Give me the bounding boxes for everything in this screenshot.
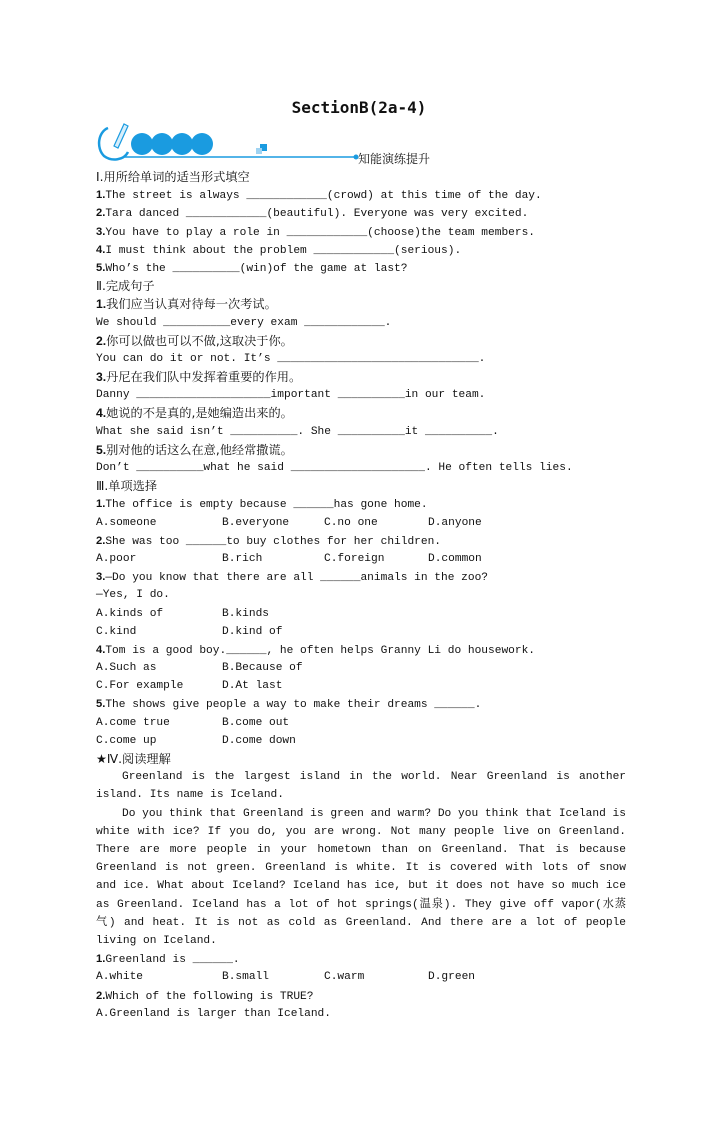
chinese-text: 你可以做也可以不做,这取决于你。 <box>106 333 293 348</box>
question-stem <box>96 641 626 659</box>
answer-option[interactable]: A.white <box>96 971 143 984</box>
question-item <box>96 259 626 277</box>
english-sentence: We should __________every exam ____________. <box>96 316 392 329</box>
question-text: Tom is a good boy.______, he often helps Granny Li do housework. <box>105 644 536 657</box>
chinese-prompt <box>96 332 626 350</box>
question-item <box>96 204 626 222</box>
question-number: 1. <box>96 189 106 202</box>
chinese-prompt <box>96 404 626 422</box>
reading-questions <box>96 950 626 1023</box>
reading-paragraph: Greenland is the largest island in the world. Near Greenland is another island. Its name is Iceland. <box>96 771 626 802</box>
question-item <box>96 223 626 241</box>
question-stem <box>96 950 626 968</box>
answer-option[interactable]: D.common <box>428 552 482 565</box>
question-number: 4. <box>96 243 106 256</box>
question-number: 3. <box>96 370 107 385</box>
answer-option[interactable]: A.Such as <box>96 662 157 675</box>
answer-option[interactable]: B.Because of <box>222 662 303 675</box>
answer-option[interactable]: A.poor <box>96 552 137 565</box>
chinese-text: 她说的不是真的,是她编造出来的。 <box>106 406 293 421</box>
answer-option[interactable]: A.someone <box>96 516 157 529</box>
answer-option[interactable]: A.Greenland is larger than Iceland. <box>96 1007 331 1020</box>
question-stem <box>96 532 626 550</box>
answer-option[interactable]: D.anyone <box>428 516 482 529</box>
question-text: The office is empty because ______has gone home. <box>105 499 428 512</box>
answer-option[interactable]: C.no one <box>324 516 378 529</box>
section-heading: ★Ⅳ.阅读理解 <box>96 752 171 766</box>
section-heading: Ⅲ.单项选择 <box>96 479 158 494</box>
answer-option[interactable]: C.foreign <box>324 552 385 565</box>
question-reply: —Yes, I do. <box>96 589 170 602</box>
option-row <box>96 514 626 532</box>
answer-option[interactable]: B.kinds <box>222 607 269 620</box>
question-stem <box>96 987 626 1005</box>
question-stem <box>96 568 626 586</box>
question-number: 2. <box>96 207 106 220</box>
chinese-text: 别对他的话这么在意,他经常撒谎。 <box>106 442 293 457</box>
section-heading: Ⅱ.完成句子 <box>96 279 155 294</box>
question-number: 3. <box>96 571 106 584</box>
english-sentence: Danny ____________________important __________in our team. <box>96 389 486 402</box>
question-number: 4. <box>96 406 107 421</box>
question-text: Who’s the __________(win)of the game at last? <box>105 262 408 275</box>
banner-label: 知能演练提升 <box>358 152 431 166</box>
question-text: Greenland is ______. <box>105 954 240 967</box>
question-number: 2. <box>96 333 107 348</box>
question-number: 3. <box>96 225 106 238</box>
reading-paragraph: Do you think that Greenland is green and warm? Do you think that Iceland is white with ice? If you do, you are wrong. Not many people live on Greenland. There are more people in your hometown than on Greenland. That is because Greenland is not green. Greenland is white. It is covered with lots of snow and ice. What about Iceland? Iceland has ice, but it does not have so much ice as Greenland. Iceland has a lot of hot springs(温泉). They give off vapor(水蒸气) and heat. It is not as cold as Greenland. And there are a lot of people living on Iceland. <box>96 807 626 948</box>
english-sentence: What she said isn’t __________. She __________it __________. <box>96 425 499 438</box>
question-item <box>96 241 626 259</box>
chinese-text: 我们应当认真对待每一次考试。 <box>106 297 277 312</box>
question-stem <box>96 495 626 513</box>
question-number: 1. <box>96 953 106 966</box>
option-row <box>96 623 626 641</box>
option-row <box>96 659 626 677</box>
answer-option[interactable]: A.kinds of <box>96 607 164 620</box>
answer-option[interactable]: B.come out <box>222 716 290 729</box>
question-text: Tara danced ____________(beautiful). Everyone was very excited. <box>105 208 529 221</box>
option-row <box>96 605 626 623</box>
question-number: 5. <box>96 261 106 274</box>
question-number: 1. <box>96 297 107 312</box>
answer-option[interactable]: D.At last <box>222 680 283 693</box>
answer-option[interactable]: B.everyone <box>222 516 290 529</box>
option-row <box>96 550 626 568</box>
chinese-prompt <box>96 368 626 386</box>
question-text: You have to play a role in ____________(choose)the team members. <box>105 226 536 239</box>
chinese-text: 丹尼在我们队中发挥着重要的作用。 <box>106 370 302 385</box>
option-row <box>96 968 626 986</box>
question-stem <box>96 695 626 713</box>
option-row <box>96 732 626 750</box>
answer-option[interactable]: C.come up <box>96 734 157 747</box>
answer-option[interactable]: D.kind of <box>222 625 283 638</box>
question-text: —Do you know that there are all ______animals in the zoo? <box>105 572 489 585</box>
english-sentence: You can do it or not. It’s ______________________________. <box>96 352 486 365</box>
worksheet-content <box>96 168 626 1023</box>
question-number: 5. <box>96 442 107 457</box>
answer-option[interactable]: C.kind <box>96 625 137 638</box>
answer-option[interactable]: B.rich <box>222 552 263 565</box>
question-number: 2. <box>96 534 106 547</box>
answer-option[interactable]: A.come true <box>96 716 170 729</box>
answer-option[interactable]: D.come down <box>222 734 296 747</box>
section-heading: Ⅰ.用所给单词的适当形式填空 <box>96 170 250 184</box>
question-number: 4. <box>96 643 106 656</box>
option-row <box>96 677 626 695</box>
question-number: 2. <box>96 989 106 1002</box>
multiple-choice-list <box>96 495 626 750</box>
question-text: She was too ______to buy clothes for her children. <box>105 535 442 548</box>
english-sentence: Don’t __________what he said ____________________. He often tells lies. <box>96 462 573 474</box>
chinese-prompt <box>96 295 626 313</box>
question-number: 1. <box>96 498 106 511</box>
answer-option[interactable]: C.warm <box>324 971 365 984</box>
option-row <box>96 1005 626 1023</box>
question-text: I must think about the problem ____________(serious). <box>105 244 462 257</box>
page-title: SectionB(2a-4) <box>291 98 427 117</box>
question-number: 5. <box>96 698 106 711</box>
option-row <box>96 714 626 732</box>
question-text: Which of the following is TRUE? <box>105 990 314 1003</box>
answer-option[interactable]: B.small <box>222 971 269 984</box>
answer-option[interactable]: D.green <box>428 971 475 984</box>
chinese-prompt <box>96 441 626 459</box>
question-text: The street is always ____________(crowd) at this time of the day. <box>105 190 542 203</box>
question-text: The shows give people a way to make their dreams ______. <box>105 699 482 712</box>
answer-option[interactable]: C.For example <box>96 680 184 693</box>
question-item <box>96 186 626 204</box>
